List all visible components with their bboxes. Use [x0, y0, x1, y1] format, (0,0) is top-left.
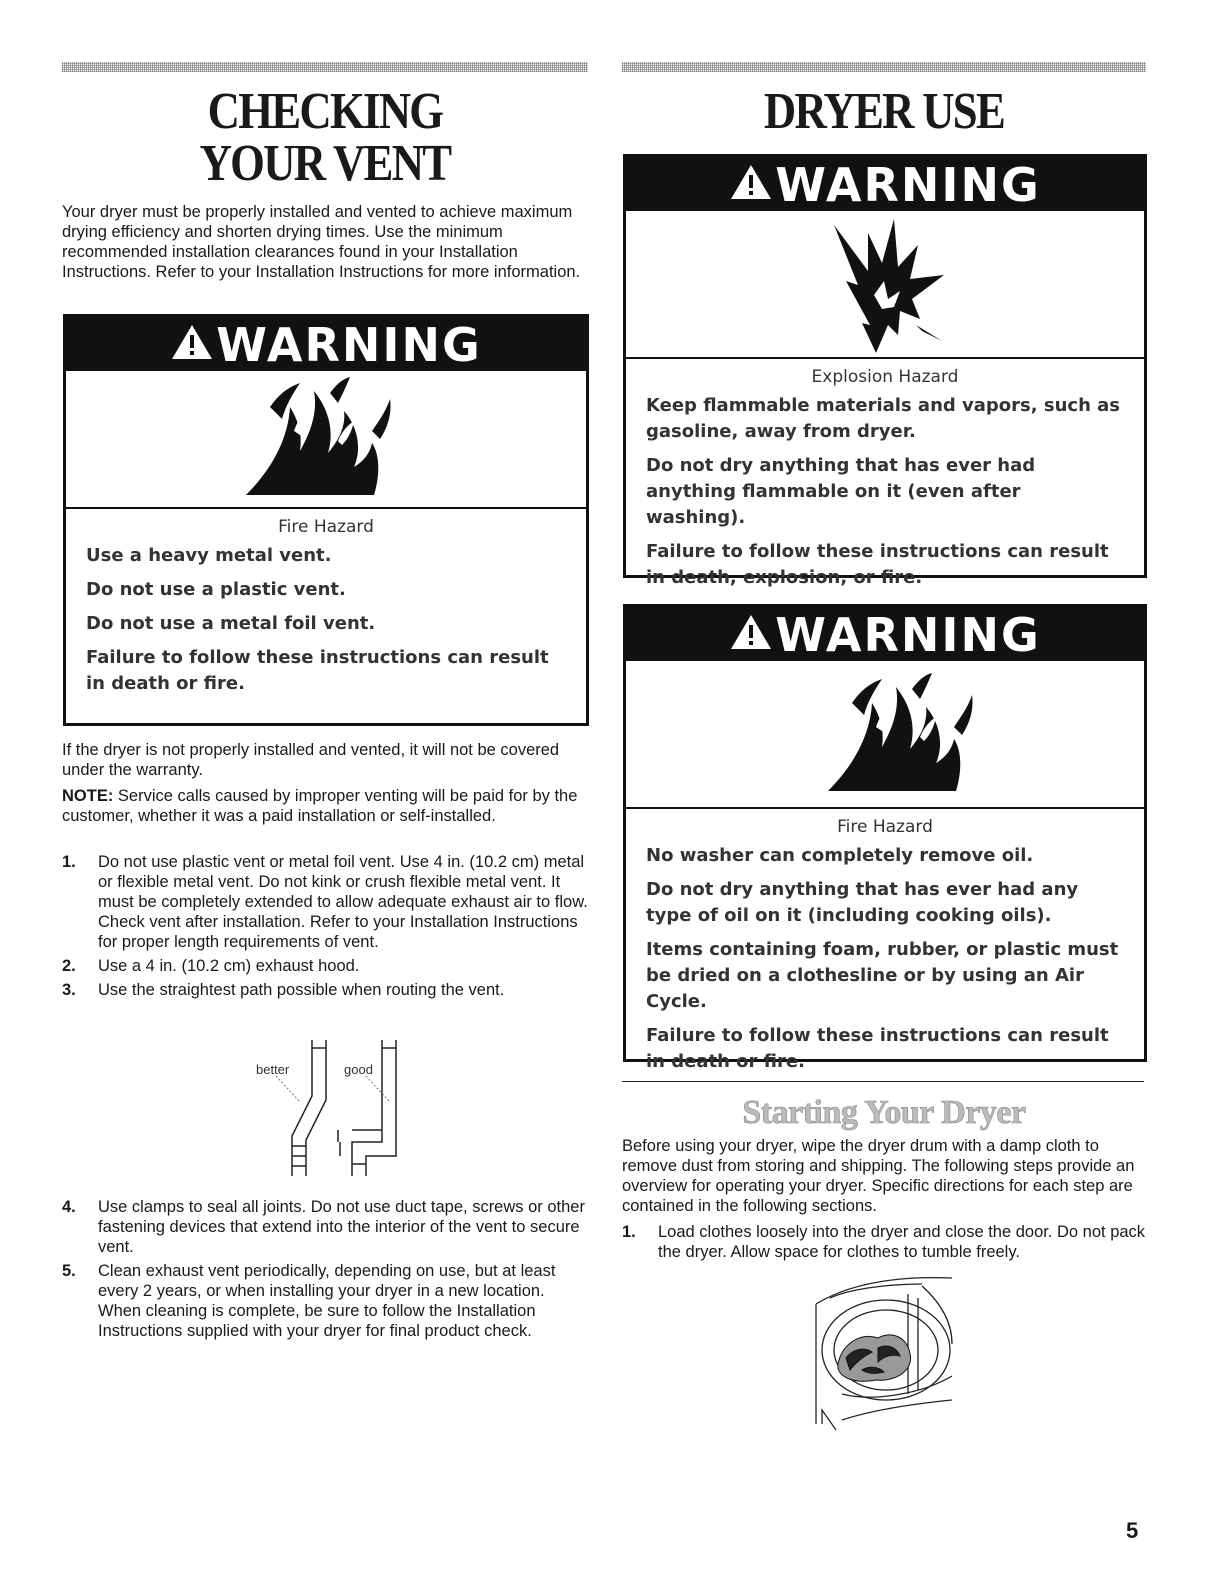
page-number: 5 [1126, 1518, 1139, 1543]
explosion-icon [814, 215, 954, 355]
note-text: Service calls caused by improper venting will be paid for by the customer, whether it was a paid installation or self-installed. [62, 787, 578, 825]
starting-dryer-steps [622, 1222, 1146, 1266]
warning-line: Do not dry anything that has ever had anything flammable on it (even after washing). [646, 455, 1036, 528]
section-divider [622, 1081, 1144, 1082]
vent-steps-list-b [62, 1197, 588, 1345]
checking-vent-heading-line2: YOUR VENT [199, 135, 451, 192]
warning-line: Do not use a metal foil vent. [86, 613, 376, 634]
vent-routing-diagram [240, 1036, 420, 1186]
warning-picture-area [626, 211, 1144, 359]
list-item: 5. Clean exhaust vent periodically, depending on use, but at least every 2 years, or when installing your dryer in a new location. When cleaning is complete, be sure to follow the Installation Instructions supplied with your dryer for final product check. [62, 1262, 556, 1340]
warning-picture-area [66, 371, 586, 509]
warning-banner [626, 157, 1144, 211]
hazard-title: Explosion Hazard [811, 367, 959, 387]
warning-banner [66, 317, 586, 371]
warning-picture-area [626, 661, 1144, 809]
warning-text [626, 809, 1144, 1095]
warning-line: Failure to follow these instructions can result in death or fire. [86, 647, 549, 694]
list-item: 4. Use clamps to seal all joints. Do not use duct tape, screws or other fastening devices that extend into the interior of the vent to secure vent. [62, 1198, 585, 1256]
top-rule-right [622, 62, 1146, 72]
vent-steps-list-a [62, 852, 588, 1004]
warning-line: Items containing foam, rubber, or plastic must be dried on a clothesline or by using an Air Cycle. [646, 939, 1119, 1012]
warning-triangle-icon [729, 157, 773, 213]
explosion-hazard-warning-box [623, 154, 1147, 588]
fire-hazard-oil-warning-box [623, 604, 1147, 1072]
warning-line: Do not dry anything that has ever had any type of oil on it (including cooking oils). [646, 879, 1079, 926]
fire-icon [230, 371, 430, 507]
starting-dryer-intro: Before using your dryer, wipe the dryer drum with a damp cloth to remove dust from storing and shipping. The following steps provide an overview for operating your dryer. Specific directions for each step are contained in the following sections. [622, 1137, 1135, 1215]
warning-triangle-icon [170, 317, 214, 373]
vent-intro-paragraph: Your dryer must be properly installed and vented to achieve maximum drying efficiency and shorten drying times. Use the minimum recommended installation clearances found in your Installation Instructions. Refer to your Installation Instructions for more information. [62, 203, 581, 281]
list-item: 2. Use a 4 in. (10.2 cm) exhaust hood. [62, 957, 360, 975]
hazard-title: Fire Hazard [278, 517, 374, 537]
better-label: better [256, 1062, 290, 1077]
warning-text [66, 509, 586, 717]
warning-line: Use a heavy metal vent. [86, 545, 332, 566]
warning-text [626, 359, 1144, 611]
starting-dryer-section-title: Starting Your Dryer [742, 1094, 1026, 1131]
fire-icon [812, 665, 1012, 805]
dryer-use-heading: DRYER USE [763, 83, 1005, 140]
fire-hazard-warning-box [63, 314, 589, 726]
warning-line: Failure to follow these instructions can result in death, explosion, or fire. [646, 541, 1109, 588]
list-item: 1. Load clothes loosely into the dryer and close the door. Do not pack the dryer. Allow space for clothes to tumble freely. [622, 1223, 1146, 1261]
note-label: NOTE: [62, 787, 114, 805]
warning-line: Do not use a plastic vent. [86, 579, 346, 600]
list-item: 1. Do not use plastic vent or metal foil vent. Use 4 in. (10.2 cm) metal or flexible metal vent. Do not kink or crush flexible metal vent. It must be completely extended to allow adequate exhaust air to flow. Check vent after installation. Refer to your Installation Instructions for proper length requirements of vent. [62, 853, 588, 951]
warning-line: No washer can completely remove oil. [646, 845, 1034, 866]
warranty-paragraph: If the dryer is not properly installed and vented, it will not be covered under the warranty. [62, 741, 560, 779]
dryer-loading-illustration [812, 1274, 962, 1434]
note-paragraph [62, 786, 588, 826]
warning-banner-label: WARNING [775, 608, 1041, 662]
top-rule-left [62, 62, 588, 72]
warning-banner-label: WARNING [216, 318, 482, 372]
warning-line: Failure to follow these instructions can result in death or fire. [646, 1025, 1109, 1072]
list-item: 3. Use the straightest path possible when routing the vent. [62, 981, 505, 999]
good-label: good [344, 1062, 373, 1077]
warning-line: Keep flammable materials and vapors, such as gasoline, away from dryer. [646, 395, 1121, 442]
checking-vent-heading-line1: CHECKING [207, 83, 443, 140]
warning-banner [626, 607, 1144, 661]
warning-banner-label: WARNING [775, 158, 1041, 212]
hazard-title: Fire Hazard [837, 817, 933, 837]
warning-triangle-icon [729, 607, 773, 663]
